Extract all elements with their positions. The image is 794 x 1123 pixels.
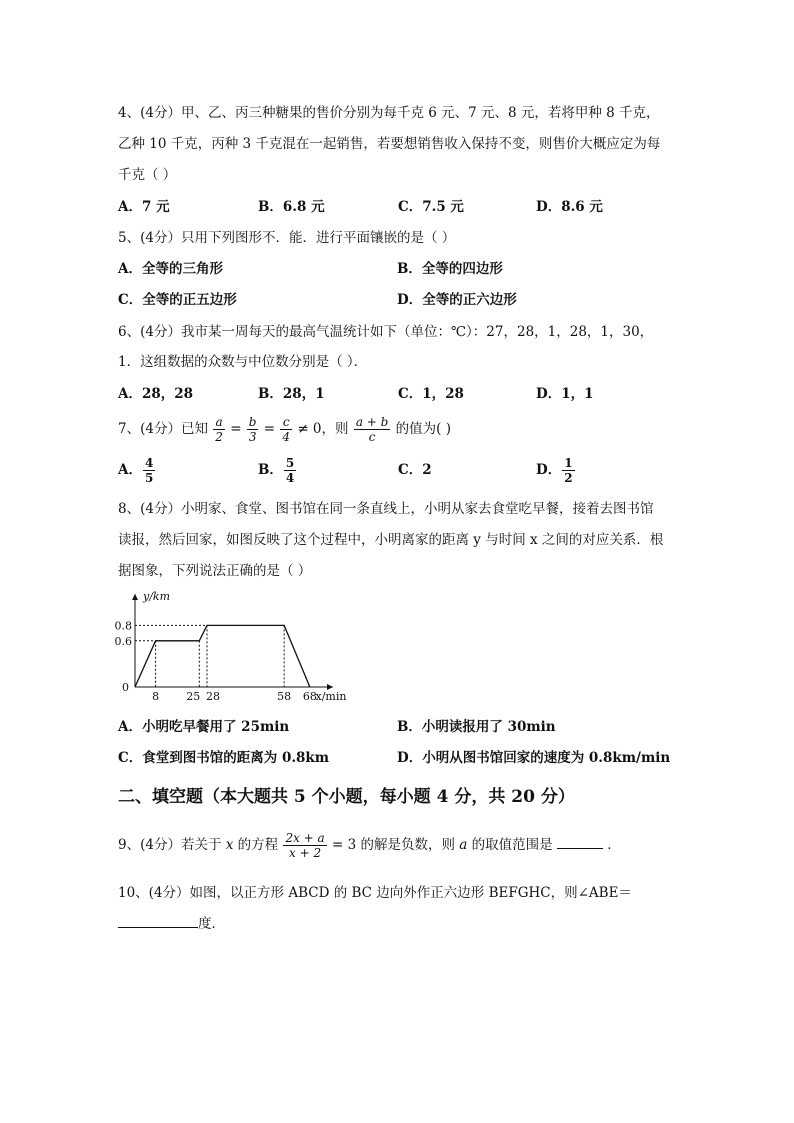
q4-option-d[interactable]: D．8.6 元 <box>536 199 603 215</box>
q9-mid: 的方程 <box>237 837 279 853</box>
q6-option-d[interactable]: D．1，1 <box>536 386 594 402</box>
x-tick-label-58: 58 <box>277 690 292 703</box>
x-tick-label-28: 28 <box>206 690 220 703</box>
q4-option-a[interactable]: A．7 元 <box>118 199 170 215</box>
x-axis-label: x/min <box>315 690 347 703</box>
q9-var-a: a <box>459 837 468 853</box>
q7-stem <box>118 410 451 448</box>
y-tick-label-0.6: 0.6 <box>114 634 132 648</box>
q7-frac-sum <box>354 415 391 444</box>
q7-option-d-num: 1 <box>564 456 573 470</box>
q8-stem-line2: 读报，然后回家，如图反映了这个过程中，小明离家的距离 y 与时间 x 之间的对应关系．根 <box>118 532 664 548</box>
q8-option-a[interactable]: A．小明吃早餐用了 25min <box>118 719 290 735</box>
q5-option-a[interactable]: A．全等的三角形 <box>118 261 223 277</box>
q7-prefix: 7、(4分）已知 <box>118 421 208 437</box>
q7-frac2-den: 3 <box>247 429 259 444</box>
q7-option-c[interactable]: C．2 <box>398 462 432 478</box>
q7-eq2: = <box>263 421 276 437</box>
q9-answer-blank[interactable] <box>557 836 603 849</box>
q9-var-x: x <box>225 837 234 853</box>
q7-option-a-frac <box>143 456 155 485</box>
q7-frac1-den: 2 <box>215 430 223 444</box>
origin-label: 0 <box>122 681 129 694</box>
q10-end: 度． <box>198 916 225 932</box>
q7-option-b-label: B． <box>258 462 283 478</box>
q7-option-b-den: 4 <box>285 471 295 485</box>
q7-option-a-label: A． <box>118 462 142 478</box>
q7-option-a-num: 4 <box>144 456 154 470</box>
q7-option-d-frac <box>562 456 574 485</box>
q7-option-d-den: 2 <box>564 471 573 485</box>
q9-frac-den: x + 2 <box>283 845 326 860</box>
q7-frac2-num: b <box>248 415 257 429</box>
q5-stem: 5、(4分）只用下列图形不．能．进行平面镶嵌的是（ ） <box>118 230 456 246</box>
q5-option-d[interactable]: D．全等的正六边形 <box>397 292 517 308</box>
q7-frac-c-4 <box>280 415 292 444</box>
q7-neq: ≠ 0，则 <box>297 421 349 437</box>
q7-eq1: = <box>230 421 242 437</box>
q6-stem-line1: 6、(4分）我市某一周每天的最高气温统计如下（单位：℃）：27，28，1，28，1，30， <box>118 324 654 340</box>
q7-frac4-den: c <box>354 429 391 444</box>
distance-series-line <box>135 625 310 687</box>
q6-stem-line2: 1．这组数据的众数与中位数分别是（ ）． <box>118 354 368 370</box>
q7-frac3-den: 4 <box>282 430 291 444</box>
y-axis-label: y/km <box>143 590 171 603</box>
q9-frac-num: 2x + a <box>285 831 325 845</box>
q9-equation-frac <box>283 831 326 860</box>
q10-stem-line2 <box>118 915 225 933</box>
q5-option-b[interactable]: B．全等的四边形 <box>397 261 503 277</box>
q8-option-d[interactable]: D．小明从图书馆回家的速度为 0.8km/min <box>397 750 671 766</box>
q6-option-c[interactable]: C．1，28 <box>398 386 464 402</box>
x-tick-label-68: 68 <box>302 690 317 703</box>
q9-eq: = 3 的解是负数，则 <box>332 837 455 853</box>
q7-option-a[interactable] <box>118 450 156 490</box>
q9-suffix: 的取值范围是 <box>471 837 553 853</box>
q8-option-c[interactable]: C．食堂到图书馆的距离为 0.8km <box>118 750 330 766</box>
q9-prefix: 9、(4分）若关于 <box>118 837 222 853</box>
q7-frac1-num: a <box>215 415 223 429</box>
q7-option-b[interactable] <box>258 450 297 490</box>
q8-stem-line3: 据图象，下列说法正确的是（ ） <box>118 563 312 579</box>
distance-time-graph <box>114 588 384 708</box>
q7-frac4-num: a + b <box>355 415 389 429</box>
q7-option-d[interactable] <box>536 450 576 490</box>
q7-option-a-den: 5 <box>144 471 154 485</box>
q4-option-b[interactable]: B．6.8 元 <box>258 199 325 215</box>
q4-option-c[interactable]: C．7.5 元 <box>398 199 464 215</box>
q5-option-c[interactable]: C．全等的正五边形 <box>118 292 237 308</box>
q4-stem-line2: 乙种 10 千克，丙种 3 千克混在一起销售，若要想销售收入保持不变，则售价大概应定为每 <box>118 136 661 152</box>
q4-stem-line3: 千克（ ） <box>118 167 177 183</box>
q7-option-d-label: D． <box>536 462 562 478</box>
q7-option-b-frac <box>284 456 296 485</box>
q7-frac-a-2 <box>213 415 225 444</box>
section-title-fill-in: 二、填空题（本大题共 5 个小题，每小题 4 分，共 20 分） <box>118 787 575 807</box>
q8-option-b[interactable]: B．小明读报用了 30min <box>397 719 556 735</box>
q6-option-a[interactable]: A．28，28 <box>118 386 194 402</box>
q10-answer-blank[interactable] <box>118 915 198 928</box>
x-tick-label-8: 8 <box>152 690 160 703</box>
q7-option-b-num: 5 <box>285 456 295 470</box>
y-axis-arrow <box>132 594 138 600</box>
q6-option-b[interactable]: B．28，1 <box>258 386 325 402</box>
q7-frac-b-3 <box>247 415 259 444</box>
q9-end: ． <box>607 837 621 853</box>
q8-stem-line1: 8、(4分）小明家、食堂、图书馆在同一条直线上，小明从家去食堂吃早餐，接着去图书馆 <box>118 501 654 517</box>
q10-stem-line1: 10、(4分）如图，以正方形 ABCD 的 BC 边向外作正六边形 BEFGHC，则∠ABE＝ <box>118 885 632 901</box>
q7-frac3-num: c <box>282 415 290 429</box>
y-tick-label-0.8: 0.8 <box>114 619 132 633</box>
q9-stem <box>118 826 621 864</box>
q4-stem-line1: 4、(4分）甲、乙、丙三种糖果的售价分别为每千克 6 元、7 元、8 元，若将甲种 8 千克， <box>118 105 660 121</box>
q7-suffix: 的值为( ) <box>395 421 451 437</box>
x-tick-label-25: 25 <box>186 690 201 703</box>
